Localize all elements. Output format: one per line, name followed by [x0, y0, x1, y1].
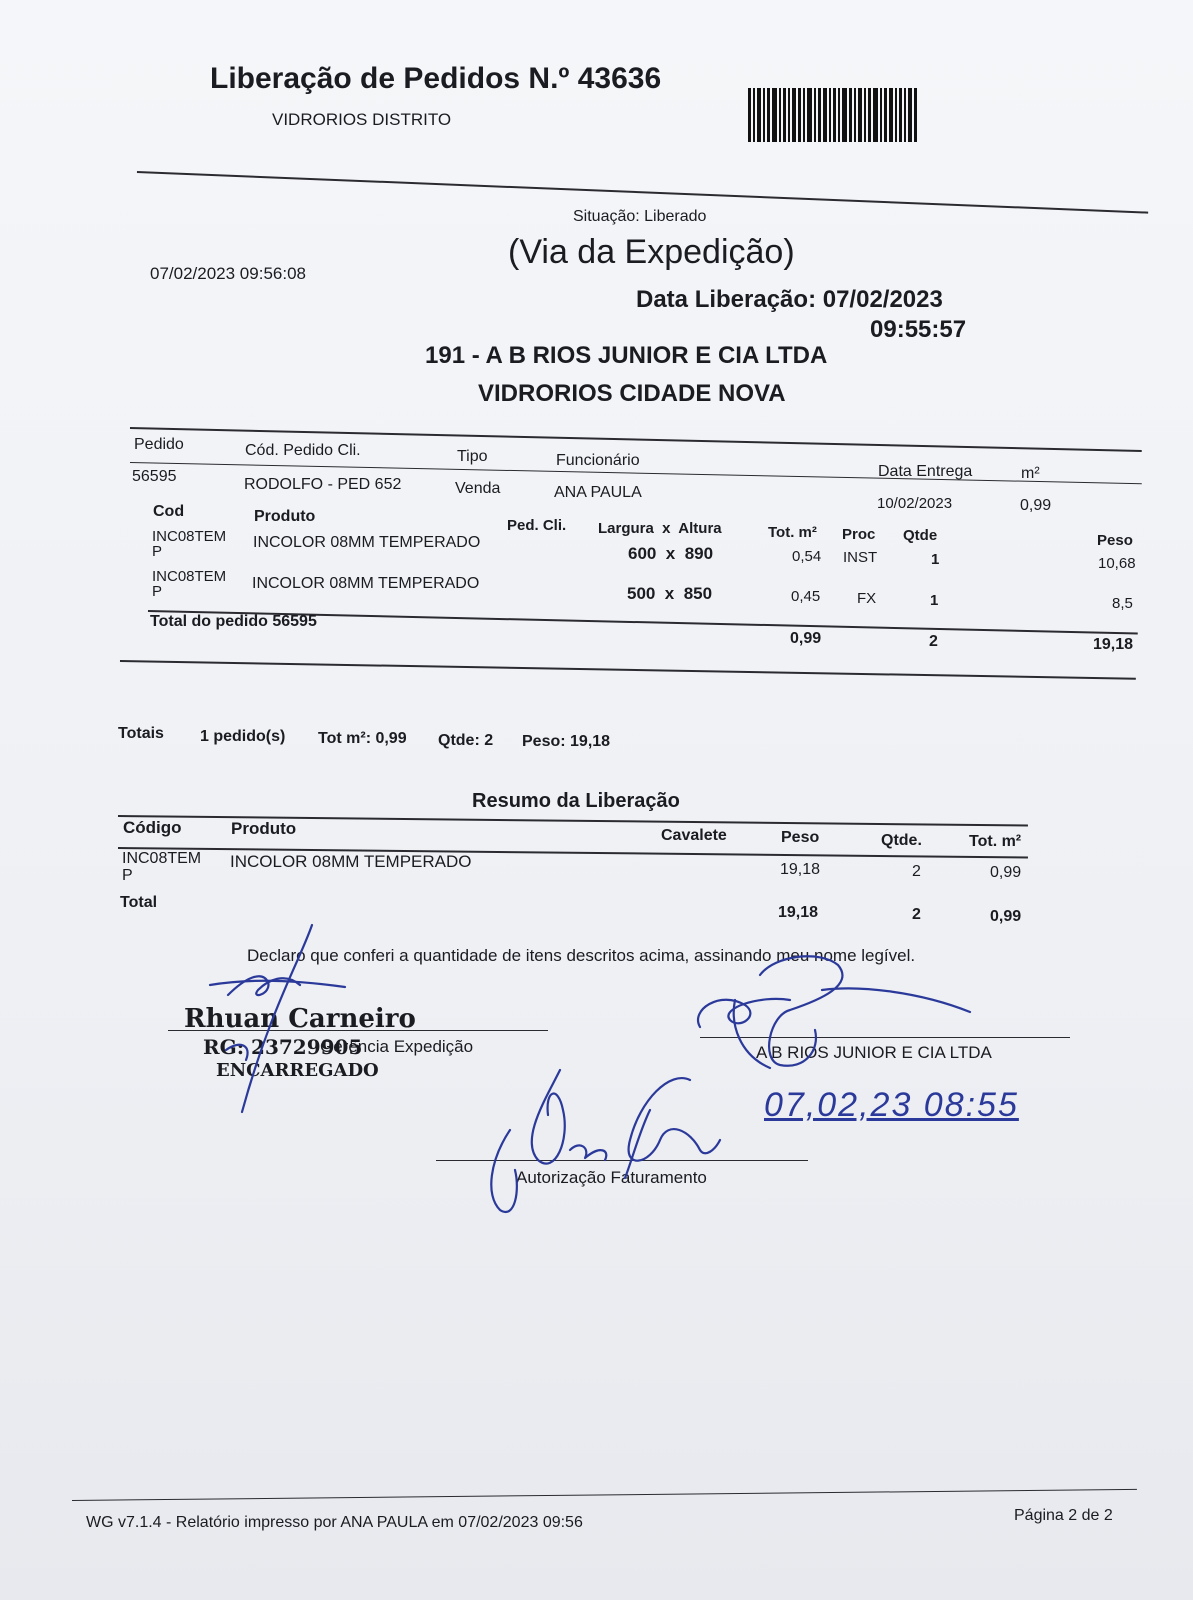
item-col-produto: Produto	[254, 508, 316, 525]
item-1-code-suffix: P	[152, 543, 163, 560]
item-2-proc: FX	[857, 590, 877, 607]
release-date: Data Liberação: 07/02/2023	[636, 286, 943, 313]
order-employee: ANA PAULA	[554, 484, 642, 501]
col-m2: m²	[1021, 465, 1040, 482]
release-time: 09:55:57	[870, 316, 967, 343]
item-col-dimensions: Largura x Altura	[598, 520, 722, 537]
item-2-qtde: 1	[930, 592, 939, 609]
totals-label: Totais	[118, 725, 164, 742]
order-total-peso: 19,18	[1093, 636, 1134, 653]
right-signature-line	[700, 1037, 1070, 1038]
item-1-tot-m2: 0,54	[792, 548, 822, 565]
col-cod-cli: Cód. Pedido Cli.	[245, 442, 361, 459]
summary-total-qtde: 2	[912, 906, 921, 923]
authorization-signature-stroke	[491, 1130, 517, 1212]
footer-printed-by: WG v7.1.4 - Relatório impresso por ANA PAULA em 07/02/2023 09:56	[86, 1514, 583, 1531]
item-1-code: INC08TEM	[152, 528, 227, 545]
item-2-peso: 8,5	[1112, 595, 1133, 612]
stamp-rg: RG: 23729905	[203, 1035, 363, 1059]
item-col-peso: Peso	[1097, 532, 1133, 549]
order-number: 56595	[132, 468, 177, 485]
right-signature-stroke	[822, 988, 970, 1012]
col-data-entrega: Data Entrega	[878, 463, 973, 480]
order-total-m2: 0,99	[790, 630, 822, 647]
left-signature-caption: Gerência Expedição	[320, 1037, 474, 1056]
summary-row-qtde: 2	[912, 863, 921, 880]
right-signature-caption: A B RIOS JUNIOR E CIA LTDA	[756, 1043, 992, 1062]
authorization-line	[436, 1160, 808, 1161]
printed-timestamp: 07/02/2023 09:56:08	[150, 264, 306, 283]
item-col-proc: Proc	[842, 526, 876, 543]
totals-m2: Tot m²: 0,99	[318, 730, 407, 747]
item-col-tot-m2: Tot. m²	[768, 524, 817, 541]
col-funcionario: Funcionário	[556, 452, 640, 469]
left-signature-stroke	[228, 976, 300, 995]
authorization-signature-stroke	[629, 1078, 720, 1161]
summary-row-weight: 19,18	[780, 861, 821, 878]
order-client-code: RODOLFO - PED 652	[244, 476, 402, 493]
summary-total-weight: 19,18	[778, 904, 819, 921]
summary-total-m2: 0,99	[990, 908, 1022, 925]
totals-weight: Peso: 19,18	[522, 733, 611, 750]
left-signature-stroke	[210, 981, 345, 987]
item-2-dimensions: 500 x 850	[627, 584, 713, 603]
summary-col-produto: Produto	[231, 819, 297, 838]
customer-name: 191 - A B RIOS JUNIOR E CIA LTDA	[425, 342, 828, 369]
summary-title: Resumo da Liberação	[472, 790, 680, 812]
col-pedido: Pedido	[134, 436, 184, 453]
totals-qtde: Qtde: 2	[438, 732, 494, 749]
summary-total-label: Total	[120, 894, 158, 911]
item-1-dimensions: 600 x 890	[628, 544, 714, 563]
order-total-qtde: 2	[929, 633, 938, 650]
order-bottom-line	[120, 660, 1136, 680]
col-tipo: Tipo	[457, 448, 488, 465]
item-2-tot-m2: 0,45	[791, 588, 821, 605]
order-delivery-date: 10/02/2023	[877, 495, 953, 512]
item-col-ped-cli: Ped. Cli.	[507, 517, 567, 534]
order-type: Venda	[455, 480, 501, 497]
right-signature-stroke	[698, 999, 790, 1027]
summary-row-code: INC08TEM	[122, 850, 202, 867]
summary-row-product: INCOLOR 08MM TEMPERADO	[230, 852, 472, 871]
item-1-product: INCOLOR 08MM TEMPERADO	[253, 534, 481, 551]
item-col-cod: Cod	[153, 503, 185, 520]
item-2-product: INCOLOR 08MM TEMPERADO	[252, 575, 480, 592]
order-total-label: Total do pedido 56595	[150, 613, 317, 630]
status-label: Situação: Liberado	[573, 208, 707, 225]
via-label: (Via da Expedição)	[508, 233, 795, 271]
summary-col-cavalete: Cavalete	[661, 827, 727, 844]
document-title: Liberação de Pedidos N.º 43636	[210, 62, 662, 95]
company-name: VIDRORIOS DISTRITO	[272, 110, 452, 129]
item-col-qtde: Qtde	[903, 527, 938, 544]
authorization-signature-stroke	[532, 1070, 565, 1164]
authorization-caption: Autorização Faturamento	[516, 1168, 707, 1187]
barcode-icon	[748, 88, 926, 142]
summary-col-qtde: Qtde.	[881, 832, 922, 849]
item-2-code: INC08TEM	[152, 568, 227, 585]
footer-line	[72, 1489, 1137, 1501]
totals-orders: 1 pedido(s)	[200, 728, 286, 745]
summary-col-peso: Peso	[781, 829, 820, 846]
declaration-text: Declaro que conferi a quantidade de itens descritos acima, assinando meu nome legível.	[247, 946, 916, 965]
summary-col-codigo: Código	[123, 818, 182, 837]
handwritten-date: 07,02,23 08:55	[764, 1086, 1019, 1124]
order-m2: 0,99	[1020, 497, 1052, 514]
summary-col-tot-m2: Tot. m²	[969, 833, 1022, 850]
customer-store: VIDRORIOS CIDADE NOVA	[478, 380, 786, 407]
summary-row-code-suffix: P	[122, 867, 133, 884]
authorization-signature-stroke	[570, 1145, 606, 1160]
stamp-name: Rhuan Carneiro	[184, 1004, 416, 1034]
item-1-qtde: 1	[931, 551, 940, 568]
footer-page-number: Página 2 de 2	[1014, 1507, 1113, 1524]
stamp-role: ENCARREGADO	[216, 1060, 379, 1081]
item-2-code-suffix: P	[152, 583, 163, 600]
item-1-peso: 10,68	[1098, 555, 1136, 572]
summary-row-m2: 0,99	[990, 864, 1022, 881]
item-1-proc: INST	[843, 549, 878, 566]
